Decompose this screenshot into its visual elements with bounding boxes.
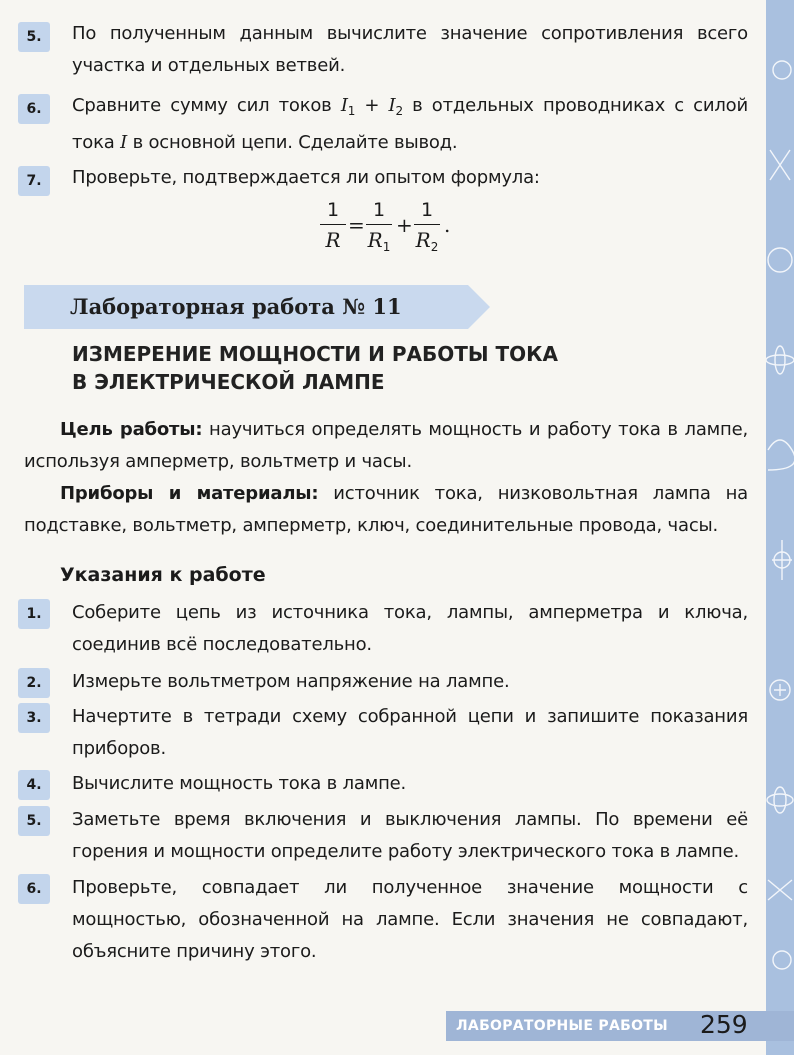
current-i2: I [388, 95, 396, 116]
decorative-side-strip [766, 0, 794, 1055]
step-number-badge: 1. [18, 599, 50, 629]
step-number-badge: 5. [18, 806, 50, 836]
step-text: Вычислите мощность тока в лампе. [72, 773, 407, 794]
r1-subscript: 1 [382, 240, 391, 254]
denominator-r2 [412, 226, 442, 254]
current-i1-subscript: 1 [347, 104, 356, 118]
materials-text: источник тока, низковольтная лампа на подставке, вольтметр, амперметр, ключ, соединительные провода, часы. [24, 483, 748, 536]
step-number-badge: 6. [18, 874, 50, 904]
step-number-badge: 4. [18, 770, 50, 800]
page-number: 259 [700, 1010, 748, 1039]
current-i: I [120, 132, 128, 153]
step-number-badge: 3. [18, 703, 50, 733]
instructions-heading: Указания к работе [60, 564, 266, 586]
fraction-1-over-r2 [412, 197, 442, 254]
current-i1: I [340, 95, 348, 116]
fraction-1-over-r1 [364, 197, 394, 254]
fraction-bar [320, 224, 346, 225]
numerator: 1 [420, 199, 434, 221]
step-text: Измерьте вольтметром напряжение на лампе. [72, 671, 510, 692]
r2-letter: R [415, 228, 431, 252]
numerator: 1 [326, 199, 340, 221]
fraction-bar [366, 224, 392, 225]
goal-paragraph [24, 414, 748, 478]
plus-sign: + [355, 95, 389, 116]
lab-work-banner [24, 285, 468, 329]
r1-letter: R [367, 228, 383, 252]
lab-title [72, 340, 558, 396]
step-number-badge: 2. [18, 668, 50, 698]
text-before: Сравните сумму сил токов [72, 95, 341, 116]
footer-section-title: ЛАБОРАТОРНЫЕ РАБОТЫ [456, 1018, 668, 1034]
step-text: Проверьте, подтверждается ли опытом формула: [72, 167, 540, 188]
step-number-badge: 5. [18, 22, 50, 52]
formula-period: . [444, 213, 451, 237]
step-text: Заметьте время включения и выключения лампы. По времени её горения и мощности определите работу электрического тока в лампе. [72, 809, 748, 862]
step-text: По полученным данным вычислите значение сопротивления всего участка и отдельных ветвей. [72, 23, 748, 76]
denominator-r: R [325, 228, 341, 252]
step-number-badge: 6. [18, 94, 50, 124]
goal-text: научиться определять мощность и работу тока в лампе, используя амперметр, вольтметр и часы. [24, 419, 748, 472]
text-middle: в отдельных проводниках с силой тока [72, 95, 748, 153]
step-text [72, 90, 748, 159]
goal-label: Цель работы: [60, 419, 203, 440]
physics-pattern-icon [766, 0, 794, 1055]
fraction-1-over-r [318, 197, 348, 254]
parallel-resistance-formula [318, 197, 458, 263]
step-text: Соберите цепь из источника тока, лампы, амперметра и ключа, соединив всё последовательно. [72, 602, 748, 655]
r2-subscript: 2 [430, 240, 439, 254]
step-text: Проверьте, совпадает ли полученное значение мощности с мощностью, обозначенной на лампе. Если значения не совпадают, объясните причину этого. [72, 877, 748, 962]
lab-title-line-1: ИЗМЕРЕНИЕ МОЩНОСТИ И РАБОТЫ ТОКА [72, 342, 558, 366]
numerator: 1 [372, 199, 386, 221]
current-i2-subscript: 2 [395, 104, 403, 118]
denominator-r1 [364, 226, 394, 254]
lab-title-line-2: В ЭЛЕКТРИЧЕСКОЙ ЛАМПЕ [72, 370, 385, 394]
fraction-bar [414, 224, 440, 225]
step-text: Начертите в тетради схему собранной цепи и запишите показания приборов. [72, 706, 748, 759]
plus-sign: + [396, 213, 413, 237]
step-number-badge: 7. [18, 166, 50, 196]
text-after: в основной цепи. Сделайте вывод. [127, 132, 458, 153]
materials-label: Приборы и материалы: [60, 483, 319, 504]
lab-work-number: Лабораторная работа № 11 [70, 294, 402, 319]
equals-sign: = [348, 213, 365, 237]
materials-paragraph [24, 478, 748, 542]
